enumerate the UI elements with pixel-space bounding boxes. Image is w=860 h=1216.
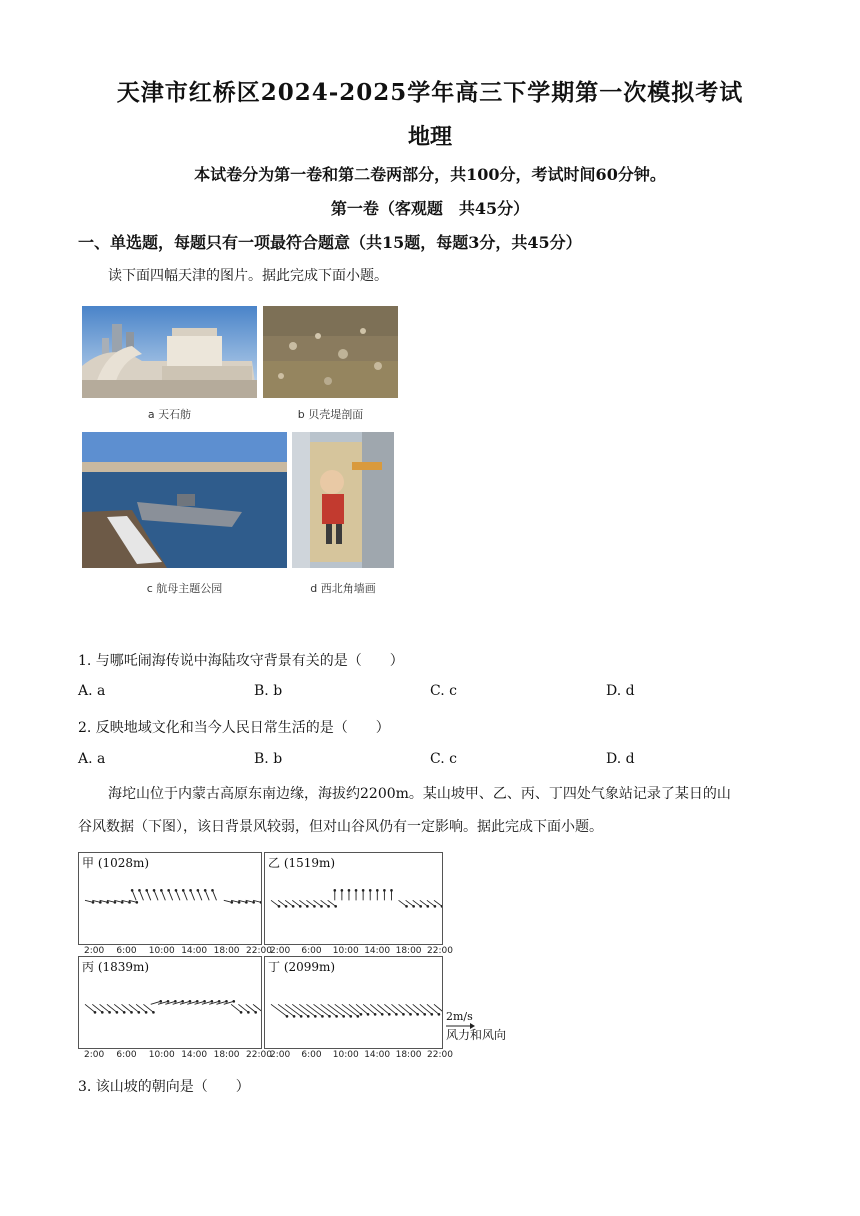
wind-arrow — [399, 1004, 411, 1014]
x-tick-label: 14:00 — [181, 946, 208, 956]
wind-arrow — [183, 890, 187, 900]
wind-arrow-head — [321, 1015, 324, 1018]
panel-label-3: 丙 (1839m) — [82, 960, 150, 974]
question-1: 1. 与哪吒闹海传说中海陆攻守背景有关的是（ ） — [78, 653, 404, 669]
wind-arrow-head — [419, 905, 422, 908]
wind-arrow-head — [374, 1013, 377, 1016]
wind-arrow — [349, 1004, 361, 1014]
wind-arrow — [169, 890, 173, 900]
wind-arrow-head — [314, 1015, 317, 1018]
panel-label-2: 乙 (1519m) — [268, 856, 336, 870]
wind-arrow-head — [196, 1000, 199, 1003]
part-heading: 第一卷（客观题 共45分） — [330, 199, 530, 218]
wind-barbs-4 — [265, 957, 442, 1048]
wind-arrow-head — [240, 1011, 243, 1014]
wind-panel-2 — [264, 852, 443, 945]
wind-arrow-head — [367, 1013, 370, 1016]
wind-arrow — [139, 890, 143, 900]
x-tick-label: 22:00 — [246, 946, 272, 956]
caption-c: c 航母主题公园 — [146, 582, 223, 595]
wind-arrow-head — [101, 1011, 104, 1014]
x-tick-label: 22:00 — [427, 946, 453, 956]
x-tick-label: 22:00 — [427, 1050, 453, 1060]
wind-arrow — [198, 890, 202, 900]
x-tick-label: 2:00 — [270, 946, 291, 956]
q1-option-c: C. c — [430, 683, 457, 699]
x-tick-label: 14:00 — [364, 1050, 391, 1060]
wind-arrow-head — [92, 901, 95, 904]
legend-value: 2m/s — [446, 1010, 473, 1023]
wind-arrow-head — [362, 889, 365, 892]
wind-arrow-head — [106, 901, 109, 904]
x-tick-label: 18:00 — [395, 1050, 422, 1060]
exam-title: 天津市红桥区2024-2025学年高三下学期第一次模拟考试 — [116, 79, 744, 106]
q1-option-d: D. d — [606, 683, 635, 699]
wind-arrow — [363, 1004, 375, 1014]
q1-option-a: A. a — [78, 683, 106, 699]
wind-arrow — [147, 890, 151, 900]
wind-arrow-head — [131, 889, 134, 892]
wind-arrow — [377, 1004, 389, 1014]
wind-panel-1 — [78, 852, 262, 945]
wind-arrow-head — [348, 889, 351, 892]
wind-arrow-head — [94, 1011, 97, 1014]
caption-a: a 天石舫 — [147, 408, 192, 421]
passage-line-2: 谷风数据（下图），该日背景风较弱，但对山谷风仍有一定影响。据此完成下面小题。 — [78, 819, 603, 835]
wind-arrow — [434, 1004, 442, 1014]
wind-arrow-head — [328, 1015, 331, 1018]
subject-title: 地理 — [407, 124, 452, 150]
wind-arrow-head — [218, 1000, 221, 1003]
wind-arrow-head — [278, 905, 281, 908]
x-tick-label: 6:00 — [301, 946, 322, 956]
wind-arrow-head — [416, 1013, 419, 1016]
wind-arrow-head — [292, 905, 295, 908]
wind-arrow-head — [174, 1000, 177, 1003]
x-tick-label: 18:00 — [213, 1050, 240, 1060]
wind-arrow — [306, 1004, 322, 1016]
wind-arrow — [328, 1004, 344, 1016]
wind-arrow — [154, 890, 158, 900]
wind-arrow-head — [145, 1011, 148, 1014]
passage-line-1: 海坨山位于内蒙古高原东南边缘，海拔约2200m。某山坡甲、乙、丙、丁四处气象站记录了某日的山 — [108, 786, 731, 802]
wind-arrow — [278, 1004, 294, 1016]
wind-barbs-1 — [79, 853, 261, 944]
wind-arrow-head — [395, 1013, 398, 1016]
wind-arrow-head — [167, 1000, 170, 1003]
wind-arrow-head — [306, 905, 309, 908]
wind-arrow-head — [182, 889, 185, 892]
x-tick-label: 18:00 — [395, 946, 422, 956]
caption-d: d 西北角墙画 — [310, 582, 376, 595]
wind-arrow-head — [159, 1000, 162, 1003]
wind-arrow — [191, 890, 195, 900]
wind-arrow-head — [342, 1015, 345, 1018]
wind-arrow — [271, 900, 279, 906]
wind-arrow-head — [238, 901, 241, 904]
wind-arrow-head — [355, 889, 358, 892]
wind-arrow-head — [286, 1015, 289, 1018]
wind-arrow-head — [431, 1013, 434, 1016]
x-tick-label: 6:00 — [301, 1050, 322, 1060]
wind-panel-3 — [78, 956, 262, 1049]
photo-d-mural — [292, 432, 394, 568]
wind-arrow-head — [128, 901, 131, 904]
x-tick-label: 10:00 — [148, 1050, 175, 1060]
exam-note: 本试卷分为第一卷和第二卷两部分，共100分，考试时间60分钟。 — [194, 165, 666, 184]
wind-arrow-head — [300, 1015, 303, 1018]
wind-arrow-head — [285, 905, 288, 908]
wind-arrow-head — [307, 1015, 310, 1018]
section-intro: 读下面四幅天津的图片。据此完成下面小题。 — [108, 268, 388, 284]
q2-option-d: D. d — [606, 751, 635, 767]
question-2: 2. 反映地域文化和当今人民日常生活的是（ ） — [78, 720, 390, 736]
wind-arrow-head — [181, 1000, 184, 1003]
wind-arrow-head — [341, 889, 344, 892]
wind-arrow-head — [114, 901, 117, 904]
wind-arrow-head — [427, 905, 430, 908]
wind-arrow-head — [121, 901, 124, 904]
wind-arrow-head — [383, 889, 386, 892]
wind-arrow — [399, 900, 407, 906]
x-tick-label: 2:00 — [84, 1050, 105, 1060]
q2-option-c: C. c — [430, 751, 457, 767]
x-tick-label: 6:00 — [116, 1050, 137, 1060]
wind-arrow-head — [357, 1015, 360, 1018]
wind-arrow-head — [189, 889, 192, 892]
wind-arrow-head — [320, 905, 323, 908]
wind-arrow-head — [160, 889, 163, 892]
wind-barbs-2 — [265, 853, 442, 944]
wind-arrow-head — [152, 1011, 155, 1014]
photo-a-stone-boat — [82, 306, 257, 398]
wind-arrow-head — [333, 889, 336, 892]
legend-label: 风力和风向 — [446, 1028, 507, 1042]
wind-arrow-head — [123, 1011, 126, 1014]
wind-arrow — [406, 1004, 418, 1014]
x-tick-label: 2:00 — [270, 1050, 291, 1060]
wind-arrow — [335, 1004, 351, 1016]
question-3: 3. 该山坡的朝向是（ ） — [78, 1079, 250, 1095]
wind-arrow-head — [138, 889, 141, 892]
wind-arrow-head — [260, 901, 261, 904]
wind-arrow-head — [334, 905, 337, 908]
wind-arrow-head — [335, 1015, 338, 1018]
wind-panel-4 — [264, 956, 443, 1049]
wind-arrow-head — [232, 1000, 235, 1003]
wind-arrow-head — [327, 905, 330, 908]
wind-arrow-head — [130, 1011, 133, 1014]
wind-arrow-head — [254, 1011, 257, 1014]
wind-arrow — [314, 1004, 330, 1016]
wind-arrow — [176, 890, 180, 900]
wind-arrow-head — [99, 901, 102, 904]
wind-arrow-head — [138, 1011, 141, 1014]
wind-arrow-head — [153, 889, 156, 892]
x-tick-label: 10:00 — [332, 1050, 359, 1060]
caption-b: b 贝壳堤剖面 — [297, 408, 364, 421]
q2-option-b: B. b — [254, 751, 283, 767]
wind-arrow-head — [376, 889, 379, 892]
wind-arrow-head — [438, 1013, 441, 1016]
wind-arrow-head — [293, 1015, 296, 1018]
wind-arrow — [205, 890, 209, 900]
x-tick-label: 14:00 — [364, 946, 391, 956]
wind-arrow-head — [405, 905, 408, 908]
wind-arrow-head — [108, 1011, 111, 1014]
wind-arrow-head — [245, 901, 248, 904]
wind-arrow — [370, 1004, 382, 1014]
wind-arrow-head — [349, 1015, 352, 1018]
wind-barbs-3 — [79, 957, 261, 1048]
wind-arrow — [391, 1004, 403, 1014]
wind-arrow-head — [167, 889, 170, 892]
wind-arrow — [161, 890, 165, 900]
wind-arrow — [356, 1004, 368, 1014]
x-tick-label: 2:00 — [84, 946, 105, 956]
section-heading: 一、单选题，每题只有一项最符合题意（共15题，每题3分，共45分） — [78, 233, 582, 252]
wind-arrow — [299, 1004, 315, 1016]
x-tick-label: 10:00 — [148, 946, 175, 956]
wind-arrow-head — [381, 1013, 384, 1016]
wind-arrow-head — [211, 889, 214, 892]
wind-arrow-head — [388, 1013, 391, 1016]
wind-arrow-head — [197, 889, 200, 892]
panel-label-1: 甲 (1028m) — [82, 856, 150, 870]
q2-option-a: A. a — [78, 751, 106, 767]
wind-arrow-head — [369, 889, 372, 892]
wind-arrow-head — [203, 1000, 206, 1003]
wind-arrow-head — [189, 1000, 192, 1003]
x-tick-label: 18:00 — [213, 946, 240, 956]
wind-arrow-head — [145, 889, 148, 892]
wind-arrow — [292, 1004, 308, 1016]
wind-arrow — [420, 1004, 432, 1014]
wind-arrow-head — [225, 1000, 228, 1003]
wind-arrow — [413, 1004, 425, 1014]
wind-arrow-head — [252, 901, 255, 904]
x-tick-label: 10:00 — [332, 946, 359, 956]
wind-arrow-head — [360, 1013, 363, 1016]
wind-arrow-head — [299, 905, 302, 908]
wind-arrow-head — [390, 889, 393, 892]
wind-arrow — [384, 1004, 396, 1014]
wind-arrow-head — [116, 1011, 119, 1014]
wind-arrow — [427, 1004, 439, 1014]
wind-arrow — [132, 890, 136, 900]
wind-arrow — [212, 890, 216, 900]
wind-arrow — [285, 1004, 301, 1016]
photo-b-shell-ridge — [263, 306, 398, 398]
photo-c-carrier-park — [82, 432, 287, 568]
wind-arrow-head — [434, 905, 437, 908]
wind-arrow-head — [402, 1013, 405, 1016]
wind-arrow-head — [247, 1011, 250, 1014]
wind-arrow-head — [211, 1000, 214, 1003]
q1-option-b: B. b — [254, 683, 283, 699]
x-tick-label: 22:00 — [246, 1050, 272, 1060]
wind-arrow-head — [412, 905, 415, 908]
panel-label-4: 丁 (2099m) — [268, 960, 336, 974]
wind-arrow-head — [313, 905, 316, 908]
x-tick-label: 6:00 — [116, 946, 137, 956]
wind-arrow-head — [175, 889, 178, 892]
wind-arrow-head — [136, 901, 139, 904]
wind-arrow — [271, 1004, 287, 1016]
wind-arrow-head — [230, 901, 233, 904]
wind-arrow — [321, 1004, 337, 1016]
wind-arrow-head — [423, 1013, 426, 1016]
wind-arrow-head — [204, 889, 207, 892]
x-tick-label: 14:00 — [181, 1050, 208, 1060]
wind-arrow-head — [409, 1013, 412, 1016]
